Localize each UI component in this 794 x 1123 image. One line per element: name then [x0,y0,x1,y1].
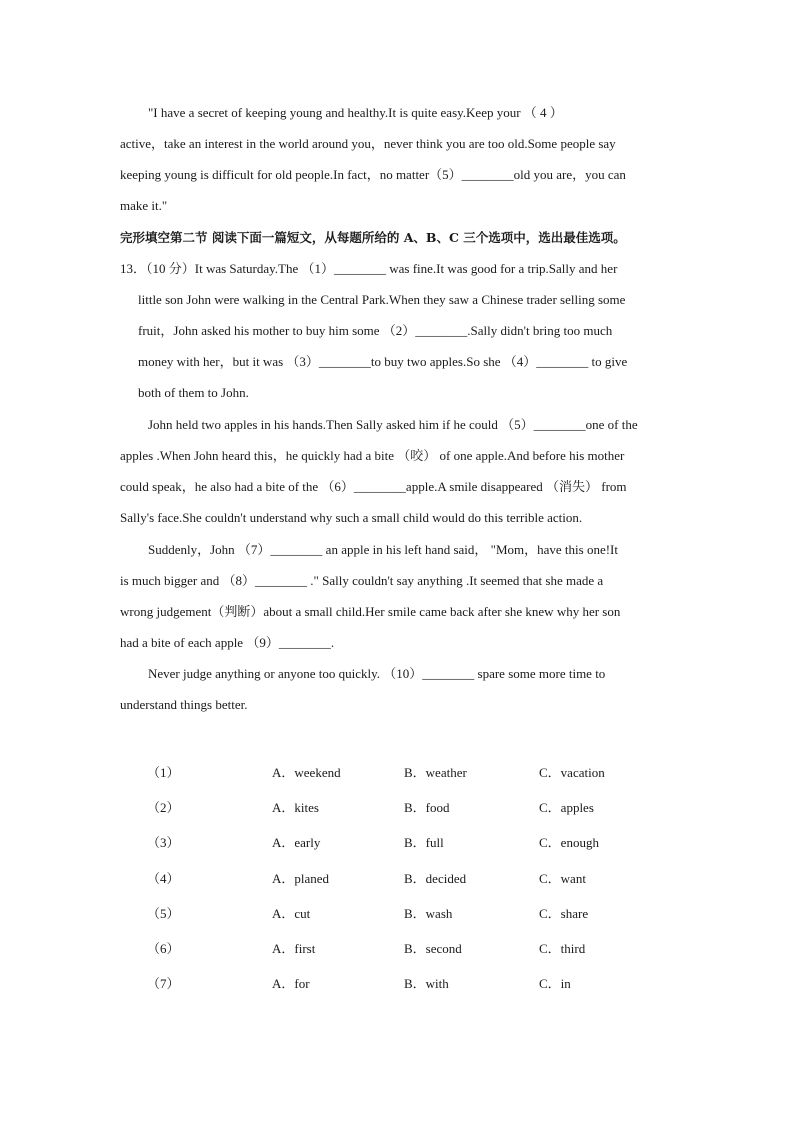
question-line: is much bigger and （8）________ ." Sally couldn't say anything .It seemed that she made a [120,573,604,588]
question-line: John held two apples in his hands.Then Sally asked him if he could （5）________one of the [148,417,638,432]
passage-line: "I have a secret of keeping young and healthy.It is quite easy.Keep your （ 4 ） [148,105,563,120]
option-c[interactable]: C．in [539,976,571,991]
question-line: had a bite of each apple （9）________. [120,635,335,650]
option-row [0,832,794,848]
option-row [0,973,794,989]
option-b[interactable]: B．wash [404,906,453,921]
question-line: Suddenly，John （7）________ an apple in his left hand said， "Mom，have this one!It [148,542,618,557]
option-c[interactable]: C．share [539,906,589,921]
passage-line: make it." [120,198,168,213]
question-line: both of them to John. [138,385,249,400]
option-a[interactable]: A．kites [272,800,319,815]
option-a[interactable]: A．first [272,941,316,956]
option-c[interactable]: C．vacation [539,765,605,780]
option-row [0,762,794,778]
question-line: wrong judgement（判断）about a small child.Her smile came back after she knew why her son [120,604,621,619]
option-number: （4） [147,871,180,886]
option-c[interactable]: C．enough [539,835,599,850]
option-b[interactable]: B．full [404,835,444,850]
question-line: money with her，but it was （3）________to buy two apples.So she （4）________ to give [138,354,628,369]
option-row [0,938,794,954]
option-b[interactable]: B．second [404,941,462,956]
option-number: （3） [147,835,180,850]
option-a[interactable]: A．cut [272,906,311,921]
option-b[interactable]: B．weather [404,765,467,780]
question-line: little son John were walking in the Central Park.When they saw a Chinese trader selling some [138,292,626,307]
option-b[interactable]: B．food [404,800,450,815]
option-row [0,903,794,919]
question-line: 13．（10 分）It was Saturday.The （1）________ was fine.It was good for a trip.Sally and her [120,261,618,276]
question-line: apples .When John heard this，he quickly had a bite （咬） of one apple.And before his mother [120,448,625,463]
option-b[interactable]: B．decided [404,871,467,886]
option-b[interactable]: B．with [404,976,449,991]
question-line: understand things better. [120,697,248,712]
passage-line: keeping young is difficult for old people.In fact，no matter（5）________old you are，you can [120,167,626,182]
option-number: （7） [147,976,180,991]
option-a[interactable]: A．for [272,976,310,991]
option-a[interactable]: A．weekend [272,765,341,780]
option-number: （2） [147,800,180,815]
option-row [0,797,794,813]
option-c[interactable]: C．want [539,871,586,886]
option-number: （5） [147,906,180,921]
option-a[interactable]: A．early [272,835,321,850]
option-number: （6） [147,941,180,956]
passage-line: active，take an interest in the world around you，never think you are too old.Some people say [120,136,616,151]
question-line: Sally's face.She couldn't understand why such a small child would do this terrible action. [120,510,583,525]
option-number: （1） [147,765,180,780]
option-c[interactable]: C．apples [539,800,594,815]
option-a[interactable]: A．planed [272,871,330,886]
option-c[interactable]: C．third [539,941,586,956]
option-row [0,868,794,884]
question-line: could speak，he also had a bite of the （6）________apple.A smile disappeared （消失） from [120,479,627,494]
section-heading: 完形填空第二节 阅读下面一篇短文，从每题所给的 A、B、C 三个选项中，选出最佳选项。 [120,230,626,245]
question-line: Never judge anything or anyone too quickly. （10）________ spare some more time to [148,666,606,681]
question-line: fruit，John asked his mother to buy him some （2）________.Sally didn't bring too much [138,323,613,338]
